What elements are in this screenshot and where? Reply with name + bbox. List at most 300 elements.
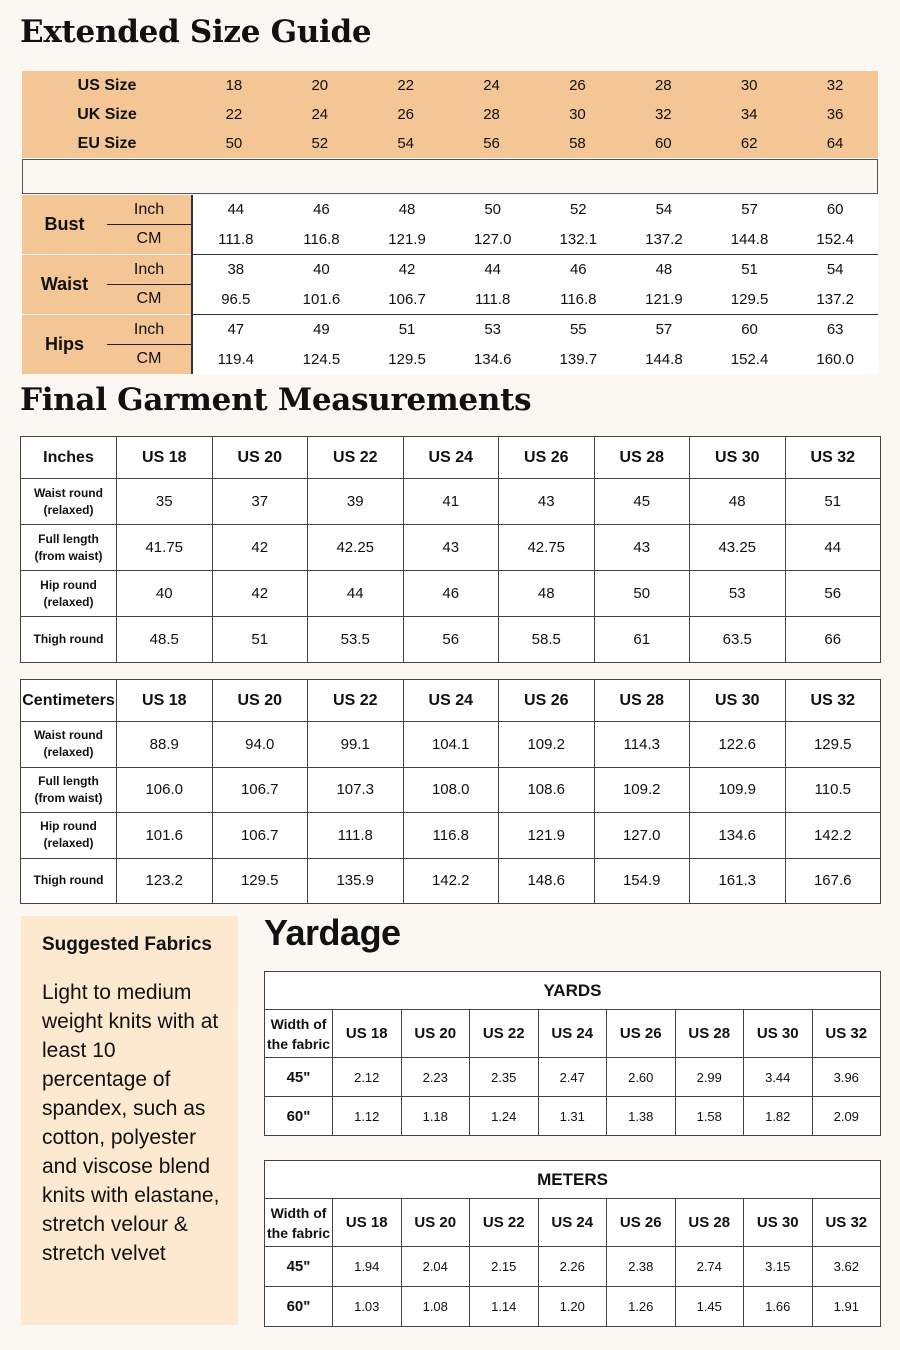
measurement-value: 54	[826, 261, 844, 278]
row-label-line: Hip round	[40, 819, 97, 834]
size-header: US 18	[333, 1199, 402, 1247]
measurement-value: 46	[313, 201, 330, 218]
hips-group	[22, 315, 878, 374]
fabrics-title: Suggested Fabrics	[42, 934, 212, 955]
table-cell: 51	[212, 617, 308, 663]
centimeters-table	[20, 679, 881, 904]
size-header: US 20	[212, 680, 308, 722]
row-label: UK Size	[77, 105, 137, 123]
group-values	[191, 315, 878, 374]
size-value: 50	[225, 135, 243, 152]
final-garment-title: Final Garment Measurements	[20, 382, 532, 418]
table-cell: 2.60	[607, 1058, 676, 1097]
group-label: Hips	[22, 315, 107, 374]
table-cell: 114.3	[594, 722, 690, 768]
size-header: US 26	[499, 437, 595, 479]
table-cell: 43	[499, 479, 595, 525]
size-header: US 20	[401, 1199, 470, 1247]
row-label-line: (relaxed)	[43, 594, 94, 609]
measurement-value: 96.5	[221, 291, 251, 308]
row-label	[21, 525, 117, 571]
measurement-value: 139.7	[559, 351, 598, 368]
table-corner-label	[265, 1199, 333, 1247]
row-label: 60"	[265, 1287, 333, 1327]
unit-labels	[107, 255, 191, 314]
measurement-value: 48	[398, 201, 416, 218]
row-label-line: (relaxed)	[43, 502, 94, 517]
measurement-value: 63	[826, 321, 844, 338]
table-cell: 2.35	[470, 1058, 539, 1097]
row-label-line: (from waist)	[34, 790, 103, 805]
table-cell: 142.2	[403, 858, 499, 904]
table-cell: 39	[308, 479, 404, 525]
size-header: US 30	[744, 1010, 813, 1058]
table-cell: 1.91	[812, 1287, 881, 1327]
size-header: US 24	[538, 1010, 607, 1058]
measurement-value: 57	[741, 201, 758, 218]
table-cell: 41	[403, 479, 499, 525]
table-cell: 148.6	[499, 858, 595, 904]
size-guide-title: Extended Size Guide	[20, 14, 372, 50]
unit-label: CM	[136, 290, 162, 307]
size-value: 36	[826, 106, 844, 123]
unit-labels	[107, 195, 191, 254]
measurement-value: 47	[227, 321, 245, 338]
size-header: US 24	[538, 1199, 607, 1247]
table-cell: 44	[308, 571, 404, 617]
cm-values	[193, 345, 878, 374]
measurement-value: 116.8	[560, 291, 597, 308]
table-header-row	[265, 1199, 881, 1247]
table-cell: 1.24	[470, 1097, 539, 1136]
table-cell: 48	[499, 571, 595, 617]
row-label-line: Thigh round	[33, 873, 104, 888]
measurement-value: 144.8	[645, 351, 683, 368]
table-cell: 42	[212, 525, 308, 571]
group-values	[191, 195, 878, 254]
table-cell: 106.7	[212, 767, 308, 813]
table-cell: 48.5	[117, 617, 213, 663]
us-size-row	[22, 71, 878, 100]
table-cell: 3.96	[812, 1058, 881, 1097]
row-label-line: (relaxed)	[43, 836, 94, 851]
size-header: US 32	[785, 680, 881, 722]
unit-label: Inch	[133, 261, 165, 278]
table-cell: 135.9	[308, 858, 404, 904]
measurement-value: 101.6	[302, 291, 341, 308]
measurement-value: 60	[741, 321, 758, 338]
row-label-line: Waist round	[34, 728, 103, 743]
size-value: 22	[225, 106, 243, 123]
centimeters-body	[21, 722, 881, 904]
table-cell: 104.1	[403, 722, 499, 768]
table-cell: 56	[403, 617, 499, 663]
table-cell: 109.2	[499, 722, 595, 768]
table-row	[21, 617, 881, 663]
size-header: US 28	[594, 437, 690, 479]
eu-size-row	[22, 129, 878, 158]
measurement-value: 53	[484, 321, 502, 338]
size-value: 30	[740, 77, 758, 94]
row-label-line: Full length	[38, 773, 99, 788]
size-value: 20	[311, 77, 329, 94]
measurement-value: 50	[484, 201, 502, 218]
table-cell: 111.8	[308, 813, 404, 859]
table-cell: 167.6	[785, 858, 881, 904]
table-cell: 1.08	[401, 1287, 470, 1327]
measurement-value: 121.9	[645, 291, 683, 308]
measurement-value: 44	[484, 261, 502, 278]
size-value: 32	[826, 77, 844, 94]
size-value: 64	[826, 135, 844, 152]
table-row	[265, 1058, 881, 1097]
measurement-value: 137.2	[645, 231, 683, 248]
table-cell: 63.5	[690, 617, 786, 663]
table-cell: 53	[690, 571, 786, 617]
cm-values	[193, 285, 878, 314]
measurement-value: 160.0	[816, 351, 854, 368]
measurement-value: 106.7	[388, 291, 426, 308]
table-cell: 127.0	[594, 813, 690, 859]
size-header: US 32	[785, 437, 881, 479]
measurement-value: 49	[313, 321, 330, 338]
inch-values	[193, 255, 878, 284]
table-cell: 106.7	[212, 813, 308, 859]
table-cell: 1.18	[401, 1097, 470, 1136]
measurement-value: 42	[398, 261, 416, 278]
table-cell: 66	[785, 617, 881, 663]
size-header: US 22	[470, 1010, 539, 1058]
size-header: US 20	[212, 437, 308, 479]
row-label	[21, 617, 117, 663]
table-cell: 45	[594, 479, 690, 525]
size-header: US 18	[333, 1010, 402, 1058]
table-caption-row	[265, 1161, 881, 1199]
table-cell: 51	[785, 479, 881, 525]
group-values	[191, 255, 878, 314]
measurement-value: 129.5	[388, 351, 426, 368]
size-header: US 24	[403, 437, 499, 479]
table-cell: 109.2	[594, 767, 690, 813]
table-cell: 2.15	[470, 1247, 539, 1287]
eu-size-values	[191, 135, 878, 152]
size-header: US 30	[690, 437, 786, 479]
unit-label: CM	[136, 230, 162, 247]
row-label	[21, 767, 117, 813]
row-label: 60"	[265, 1097, 333, 1136]
table-cell: 121.9	[499, 813, 595, 859]
size-value: 28	[654, 77, 672, 94]
table-cell: 1.26	[607, 1287, 676, 1327]
table-row	[21, 722, 881, 768]
table-cell: 42	[212, 571, 308, 617]
table-row	[21, 479, 881, 525]
inches-table	[20, 436, 881, 663]
table-cell: 41.75	[117, 525, 213, 571]
row-label	[21, 858, 117, 904]
yardage-title: Yardage	[264, 912, 401, 953]
measurement-value: 51	[398, 321, 416, 338]
measurement-value: 144.8	[730, 231, 769, 248]
group-label: Bust	[22, 195, 107, 254]
table-cell: 1.12	[333, 1097, 402, 1136]
table-row	[21, 525, 881, 571]
size-header: US 30	[744, 1199, 813, 1247]
table-cell: 3.15	[744, 1247, 813, 1287]
measurement-value: 44	[227, 201, 245, 218]
size-header: US 22	[470, 1199, 539, 1247]
table-cell: 56	[785, 571, 881, 617]
table-cell: 161.3	[690, 858, 786, 904]
row-label-line: (relaxed)	[43, 745, 94, 760]
corner-line: Width of	[270, 1204, 327, 1221]
size-value: 58	[569, 135, 586, 152]
measurement-value: 111.8	[218, 231, 254, 248]
uk-size-row	[22, 100, 878, 129]
row-label-line: Thigh round	[33, 632, 104, 646]
unit-label: CM	[136, 350, 162, 367]
table-cell: 43.25	[690, 525, 786, 571]
size-value: 18	[225, 77, 243, 94]
table-cell: 61	[594, 617, 690, 663]
row-label-line: Waist round	[34, 485, 103, 500]
table-cell: 101.6	[117, 813, 213, 859]
size-header: US 22	[308, 680, 404, 722]
measurement-value: 38	[227, 261, 245, 278]
table-cell: 1.20	[538, 1287, 607, 1327]
measurement-value: 137.2	[816, 291, 854, 308]
inch-values	[193, 195, 878, 224]
table-cell: 46	[403, 571, 499, 617]
meters-body	[265, 1247, 881, 1327]
table-cell: 1.31	[538, 1097, 607, 1136]
size-header: US 24	[403, 680, 499, 722]
table-cell: 1.94	[333, 1247, 402, 1287]
size-value: 24	[311, 106, 329, 123]
row-label: EU Size	[77, 134, 137, 152]
row-label-line: Full length	[38, 531, 99, 546]
table-caption-row	[265, 972, 881, 1010]
table-cell: 1.14	[470, 1287, 539, 1327]
size-header: US 32	[812, 1199, 881, 1247]
size-header: US 18	[117, 437, 213, 479]
measurement-value: 55	[569, 321, 587, 338]
table-cell: 37	[212, 479, 308, 525]
table-cell: 2.12	[333, 1058, 402, 1097]
cm-values	[193, 225, 878, 254]
size-value: 56	[483, 135, 500, 152]
table-cell: 107.3	[308, 767, 404, 813]
table-cell: 1.45	[675, 1287, 744, 1327]
table-cell: 2.09	[812, 1097, 881, 1136]
table-cell: 108.6	[499, 767, 595, 813]
table-cell: 109.9	[690, 767, 786, 813]
table-cell: 48	[690, 479, 786, 525]
table-caption: METERS	[265, 1161, 881, 1199]
measurement-value: 127.0	[473, 231, 512, 248]
row-label	[21, 571, 117, 617]
table-cell: 43	[403, 525, 499, 571]
table-cell: 88.9	[117, 722, 213, 768]
table-cell: 99.1	[308, 722, 404, 768]
uk-size-values	[191, 106, 878, 123]
size-header: US 28	[594, 680, 690, 722]
measurement-value: 152.4	[816, 231, 854, 248]
table-cell: 129.5	[785, 722, 881, 768]
row-label: 45"	[265, 1058, 333, 1097]
table-row	[21, 571, 881, 617]
measurement-value: 40	[313, 261, 330, 278]
table-cell: 2.38	[607, 1247, 676, 1287]
table-cell: 42.25	[308, 525, 404, 571]
measurement-value: 57	[655, 321, 673, 338]
table-corner-label: Inches	[21, 437, 117, 479]
table-cell: 154.9	[594, 858, 690, 904]
size-header: US 20	[401, 1010, 470, 1058]
table-cell: 44	[785, 525, 881, 571]
unit-label: Inch	[133, 201, 165, 218]
meters-table	[264, 1160, 881, 1327]
inch-values	[193, 315, 878, 344]
waist-group	[22, 255, 878, 314]
table-corner-label	[265, 1010, 333, 1058]
table-cell: 3.44	[744, 1058, 813, 1097]
table-cell: 134.6	[690, 813, 786, 859]
measurement-value: 48	[655, 261, 673, 278]
measurement-value: 152.4	[730, 351, 769, 368]
size-value: 32	[654, 106, 672, 123]
size-value: 28	[483, 106, 500, 123]
measurement-value: 121.9	[388, 231, 426, 248]
table-cell: 50	[594, 571, 690, 617]
size-header: US 26	[607, 1010, 676, 1058]
size-value: 34	[740, 106, 758, 123]
size-value: 62	[740, 135, 758, 152]
table-cell: 2.23	[401, 1058, 470, 1097]
suggested-fabrics-box	[21, 916, 238, 1325]
size-value: 26	[397, 106, 415, 123]
size-value: 30	[569, 106, 586, 123]
table-row	[265, 1287, 881, 1327]
table-cell: 2.99	[675, 1058, 744, 1097]
row-label	[21, 479, 117, 525]
table-cell: 2.26	[538, 1247, 607, 1287]
table-cell: 2.47	[538, 1058, 607, 1097]
corner-line: the fabric	[266, 1035, 330, 1052]
size-value: 54	[397, 135, 415, 152]
table-cell: 3.62	[812, 1247, 881, 1287]
table-cell: 1.58	[675, 1097, 744, 1136]
table-cell: 58.5	[499, 617, 595, 663]
table-cell: 53.5	[308, 617, 404, 663]
row-label	[21, 722, 117, 768]
group-label: Waist	[22, 255, 107, 314]
size-value: 60	[654, 135, 672, 152]
table-header-row	[21, 437, 881, 479]
measurement-value: 134.6	[473, 351, 512, 368]
measurement-value: 52	[569, 201, 587, 218]
table-cell: 42.75	[499, 525, 595, 571]
table-cell: 1.38	[607, 1097, 676, 1136]
row-label	[21, 813, 117, 859]
size-header: US 22	[308, 437, 404, 479]
row-label-line: Hip round	[40, 577, 97, 592]
table-header-row	[21, 680, 881, 722]
measurement-value: 119.4	[217, 351, 255, 368]
fabrics-description: Light to medium weight knits with at least 10 percentage of spandex, such as cotton, polyester and viscose blend knits with elastane, stretch velour & stretch velvet	[42, 981, 220, 1265]
table-cell: 116.8	[403, 813, 499, 859]
measurement-value: 116.8	[303, 231, 340, 248]
table-cell: 129.5	[212, 858, 308, 904]
table-row	[265, 1247, 881, 1287]
size-header: US 28	[675, 1199, 744, 1247]
table-cell: 43	[594, 525, 690, 571]
table-row	[21, 858, 881, 904]
size-header: US 26	[607, 1199, 676, 1247]
spacer-row	[22, 159, 878, 194]
size-header: US 18	[117, 680, 213, 722]
table-cell: 2.74	[675, 1247, 744, 1287]
table-cell: 108.0	[403, 767, 499, 813]
measurement-value: 46	[569, 261, 587, 278]
table-cell: 2.04	[401, 1247, 470, 1287]
size-header: US 28	[675, 1010, 744, 1058]
measurement-value: 111.8	[475, 291, 511, 308]
size-header: US 32	[812, 1010, 881, 1058]
table-cell: 110.5	[785, 767, 881, 813]
table-cell: 123.2	[117, 858, 213, 904]
table-cell: 122.6	[690, 722, 786, 768]
table-caption: YARDS	[265, 972, 881, 1010]
size-value: 52	[311, 135, 329, 152]
row-label-line: (from waist)	[34, 548, 103, 563]
table-cell: 40	[117, 571, 213, 617]
size-value: 24	[483, 77, 500, 94]
size-value: 26	[569, 77, 586, 94]
table-row	[21, 813, 881, 859]
size-header: US 30	[690, 680, 786, 722]
unit-labels	[107, 315, 191, 374]
size-value: 22	[397, 77, 415, 94]
table-row	[265, 1097, 881, 1136]
inches-body	[21, 479, 881, 663]
us-size-values	[191, 77, 878, 94]
measurement-value: 51	[741, 261, 758, 278]
table-cell: 1.66	[744, 1287, 813, 1327]
corner-line: Width of	[270, 1015, 327, 1032]
bust-group	[22, 195, 878, 254]
measurement-value: 132.1	[559, 231, 598, 248]
measurement-value: 129.5	[730, 291, 769, 308]
measurement-value: 124.5	[302, 351, 341, 368]
table-cell: 1.03	[333, 1287, 402, 1327]
table-cell: 142.2	[785, 813, 881, 859]
row-label: US Size	[77, 76, 137, 94]
table-cell: 35	[117, 479, 213, 525]
size-conversion-header	[22, 71, 878, 158]
table-row	[21, 767, 881, 813]
measurement-value: 60	[826, 201, 844, 218]
yards-table	[264, 971, 881, 1136]
row-label: 45"	[265, 1247, 333, 1287]
table-cell: 94.0	[212, 722, 308, 768]
table-header-row	[265, 1010, 881, 1058]
table-corner-label: Centimeters	[21, 680, 117, 722]
measurement-value: 54	[655, 201, 673, 218]
table-cell: 106.0	[117, 767, 213, 813]
unit-label: Inch	[133, 321, 165, 338]
size-header: US 26	[499, 680, 595, 722]
